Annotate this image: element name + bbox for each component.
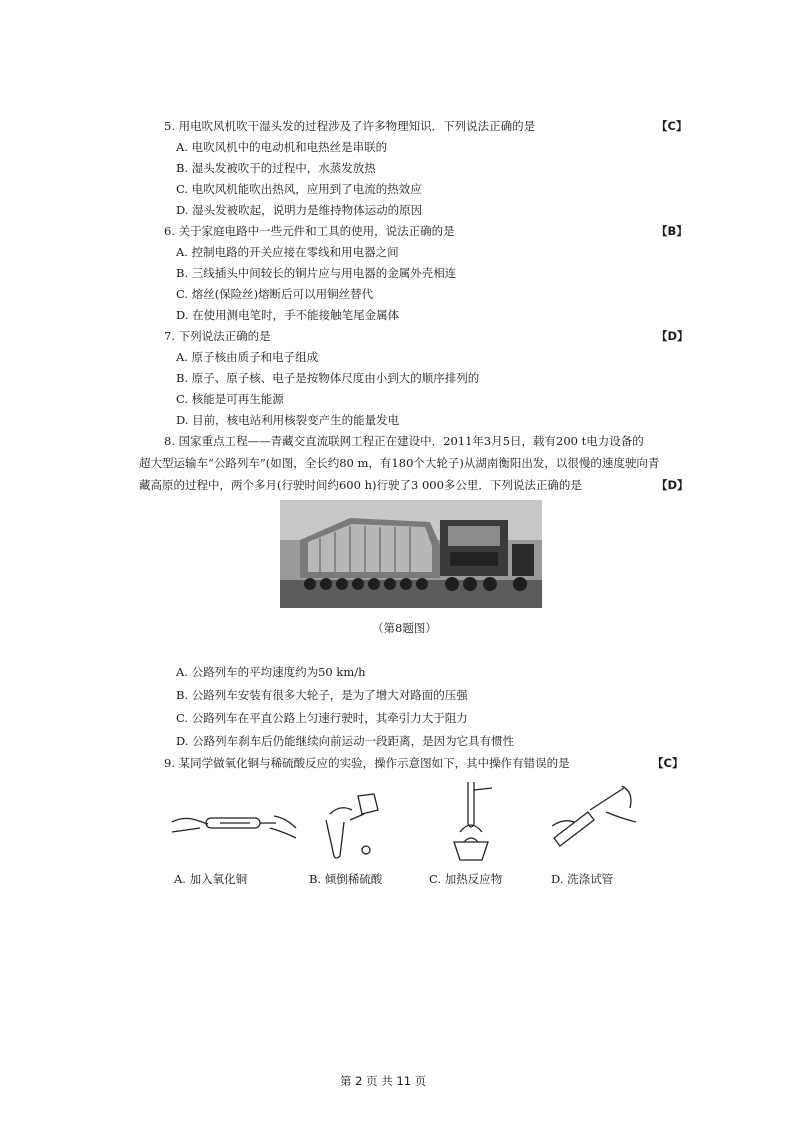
q6-option-c: C. 熔丝(保险丝)熔断后可以用铜丝替代 xyxy=(176,287,374,301)
q5-option-d: D. 湿头发被吹起，说明力是维持物体运动的原因 xyxy=(176,203,423,217)
q9-label-b: B. 倾倒稀硫酸 xyxy=(309,872,383,886)
q7-option-c: C. 核能是可再生能源 xyxy=(176,392,284,406)
q8-stem-line-3: 藏高原的过程中，两个多月(行驶时间约600 h)行驶了3 000多公里．下列说法正确的是 xyxy=(139,478,582,492)
q7-option-b: B. 原子、原子核、电子是按物体尺度由小到大的顺序排列的 xyxy=(176,371,480,385)
road-train-photo xyxy=(280,500,542,608)
q9-answer: 【C】 xyxy=(652,756,684,770)
q8-option-c: C. 公路列车在平直公路上匀速行驶时，其牵引力大于阻力 xyxy=(176,711,468,725)
q8-figure-caption: （第8题图） xyxy=(372,621,437,635)
heating-reactants-sketch xyxy=(440,780,500,865)
q5-option-c: C. 电吹风机能吹出热风，应用到了电流的热效应 xyxy=(176,182,422,196)
q7-option-d: D. 目前，核电站利用核裂变产生的能量发电 xyxy=(176,413,400,427)
q9-label-c: C. 加热反应物 xyxy=(429,872,503,886)
q9-label-d: D. 洗涤试管 xyxy=(551,872,614,886)
q8-option-d: D. 公路列车刹车后仍能继续向前运动一段距离，是因为它具有惯性 xyxy=(176,734,515,748)
q9-label-a: A. 加入氧化铜 xyxy=(174,872,248,886)
q6-option-a: A. 控制电路的开关应接在零线和用电器之间 xyxy=(176,245,399,259)
q5-stem: 5. 用电吹风机吹干湿头发的过程涉及了许多物理知识．下列说法正确的是 xyxy=(164,119,536,133)
q8-option-b: B. 公路列车安装有很多大轮子，是为了增大对路面的压强 xyxy=(176,688,468,702)
q7-option-a: A. 原子核由质子和电子组成 xyxy=(176,350,319,364)
adding-copper-oxide-sketch xyxy=(170,790,300,862)
q8-answer: 【D】 xyxy=(656,478,689,492)
q9-stem: 9. 某同学做氧化铜与稀硫酸反应的实验，操作示意图如下，其中操作有错误的是 xyxy=(164,756,570,770)
q6-stem: 6. 关于家庭电路中一些元件和工具的使用，说法正确的是 xyxy=(164,224,455,238)
q7-answer: 【D】 xyxy=(656,329,689,343)
washing-test-tube-sketch xyxy=(550,782,640,862)
page-number: 第 2 页 共 11 页 xyxy=(340,1074,427,1088)
q6-option-d: D. 在使用测电笔时，手不能接触笔尾金属体 xyxy=(176,308,400,322)
q6-option-b: B. 三线插头中间较长的铜片应与用电器的金属外壳相连 xyxy=(176,266,457,280)
q5-option-b: B. 湿头发被吹干的过程中，水蒸发放热 xyxy=(176,161,376,175)
q8-option-a: A. 公路列车的平均速度约为50 km/h xyxy=(176,665,366,679)
q6-answer: 【B】 xyxy=(656,224,688,238)
q8-stem-line-2: 超大型运输车“公路列车”(如图，全长约80 m，有180个大轮子)从湖南衡阳出发，以很慢的速度驶向青 xyxy=(139,456,660,470)
q8-stem-line-1: 8. 国家重点工程——青藏交直流联网工程正在建设中．2011年3月5日，载有200 t电力设备的 xyxy=(164,434,644,448)
q7-stem: 7. 下列说法正确的是 xyxy=(164,329,271,343)
q5-answer: 【C】 xyxy=(656,119,688,133)
q5-option-a: A. 电吹风机中的电动机和电热丝是串联的 xyxy=(176,140,388,154)
pouring-acid-sketch xyxy=(320,790,390,862)
